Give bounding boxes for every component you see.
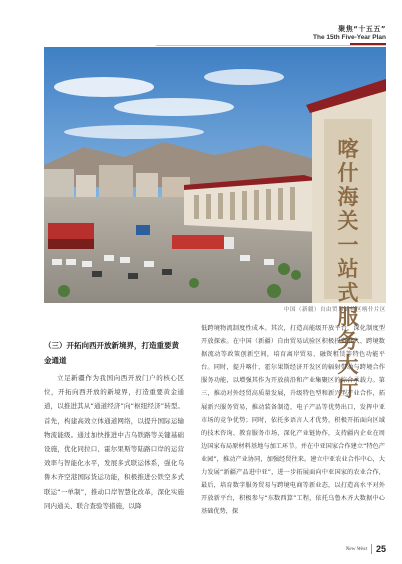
right-column	[201, 322, 385, 518]
header-title-zh: 聚焦“十五五”	[338, 25, 386, 33]
page-number: 25	[375, 544, 386, 554]
page-header	[156, 0, 386, 40]
page-footer	[346, 544, 386, 554]
footer-divider	[371, 544, 372, 554]
photo-caption: 中国（新疆）自由贸易试验区喀什片区	[283, 307, 386, 313]
building-sign: 喀什海关一站式服务大厅	[337, 136, 359, 401]
magazine-brand: New West	[345, 546, 367, 552]
body-paragraph-left: 立足新疆作为我国向西开放门户的核心区位，开拓向西开放的新境界，打造重要黄金通道，以推进其从“通道经济”向“枢纽经济”转型。首先，构建高效立体通道网络，以提升国际运输物流能级。通过加快推进中吉乌铁路等关键基础设施，优化同拉口、霍尔果斯等陆路口岸的运营效率与智能化水平，发展多式联运体系，强化乌鲁木齐空港国际货运功能，积极推进公铁空多式联运“一单制”，推动口岸智慧化改革，深化实施同内通关、联合查验等措施，以降	[44, 374, 184, 510]
body-paragraph-right: 低跨境物流制度性成本。其次，打造高能级开放平台，深化制度型开放探索。在中国（新疆）自由贸易试验区积极投资准入、跨境数据流动等政策创新空间，培育离岸贸易、融资租赁等特色功能平台。同时，提升喀什、霍尔果斯经济开发区的辐射带动与跨境合作服务功能，以增强其作为开放前沿和产业集聚区的综合承载力。第三，推动对外经贸高质量发展，升级特色型和新兴型产业合作，拓展新兴服务贸易，推动装备制造、电子产品等优势出口，发挥中亚市场的竞争优势；同时，依托多语言人才优势，积极开拓面向区域的技术咨询、教育服务市场，深化产业链协作，支持疆内企业在周边国家布局原材料基地与加工环节。并在中亚国家合作建立“特色产业园”，推动产业协同，加强经贸往来。建立中亚农业合作中心，大力发展“新疆产品进中亚”，进一步拓展面向中亚国家的农业合作，最后，培育数字服务贸易与跨境电商等新业态，以打造高水平对外开放新平台，积极参与“东数西算”工程，依托乌鲁木齐大数据中心基础优势，探	[201, 325, 385, 516]
left-column	[44, 338, 184, 513]
header-rule	[156, 45, 386, 46]
header-title-en: The 15th Five-Year Plan	[313, 34, 386, 41]
section-title: （三）开拓向西开放新境界，打造重要黄金通道	[44, 341, 179, 365]
